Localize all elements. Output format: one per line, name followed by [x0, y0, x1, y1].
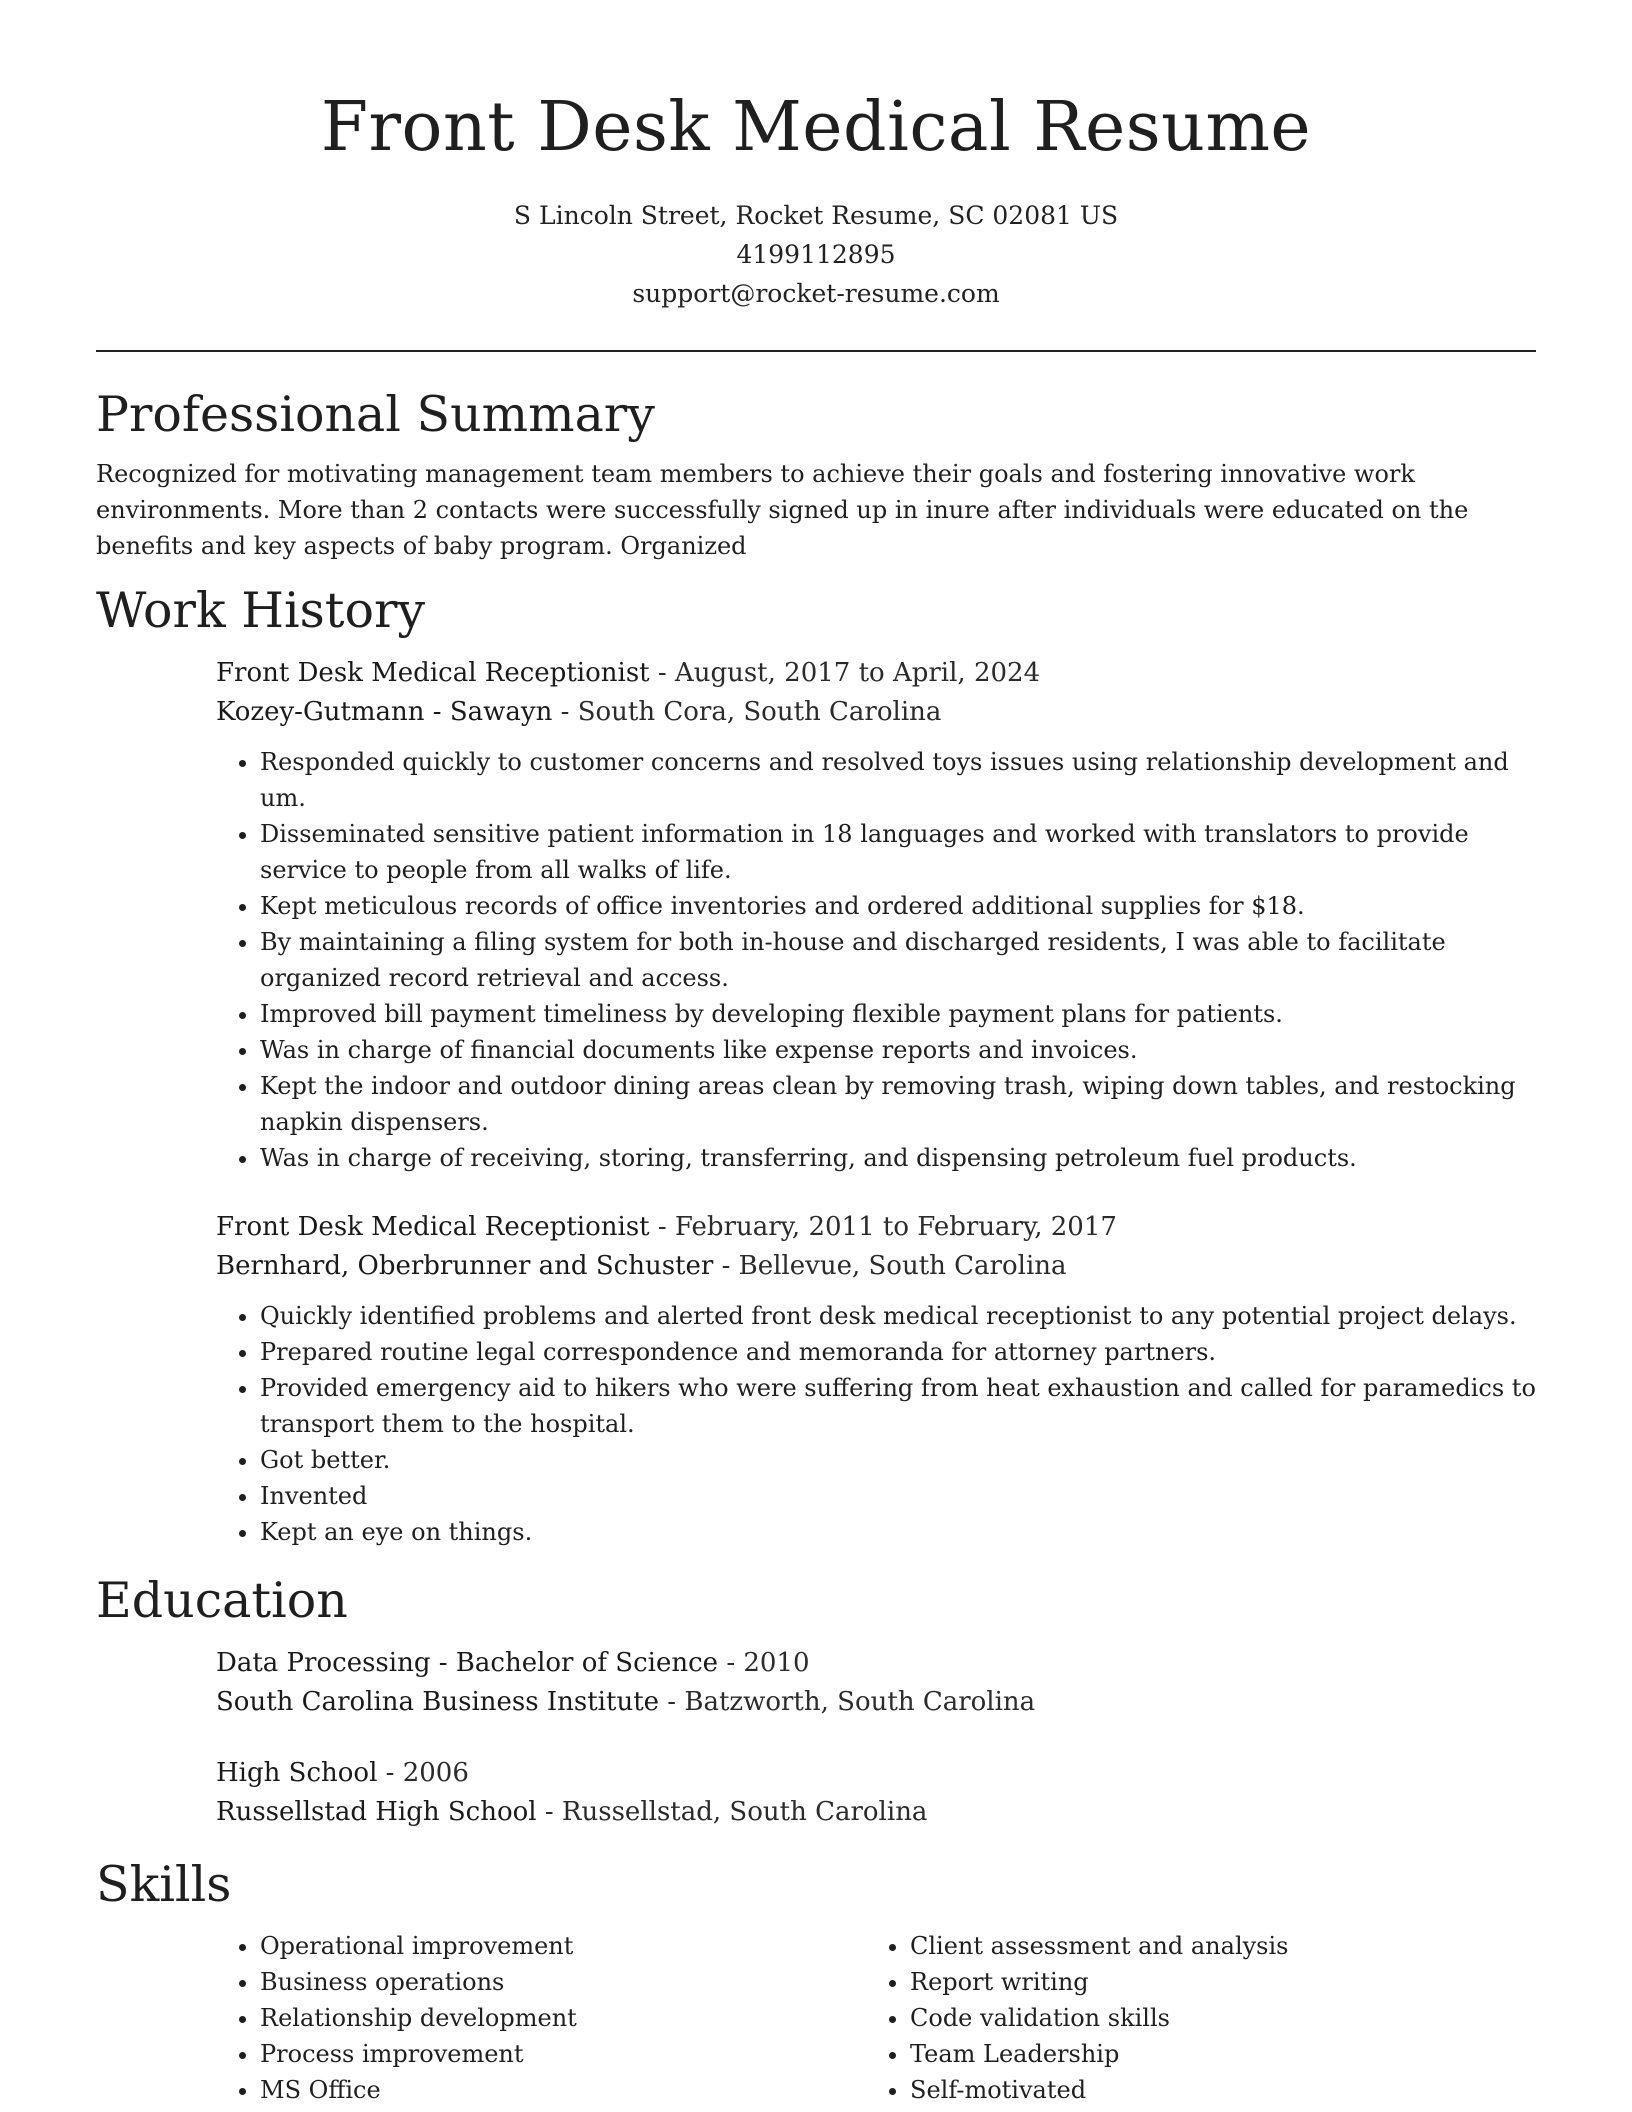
list-item: • Was in charge of receiving, storing, transferring, and dispensing petroleum fuel products. — [260, 1140, 1536, 1176]
list-item: • Improved bill payment timeliness by developing flexible payment plans for patients. — [260, 996, 1536, 1032]
resume-header — [96, 0, 1536, 313]
education-entry — [216, 1644, 1536, 1722]
skill-item: • Process improvement — [260, 2036, 866, 2072]
list-item: • Kept meticulous records of office inventories and ordered additional supplies for $18. — [260, 888, 1536, 924]
skill-item: • Relationship development — [260, 2000, 866, 2036]
skills-heading: Skills — [96, 1856, 232, 1913]
job-position: Front Desk Medical Receptionist — [216, 658, 650, 688]
skills-list-left — [216, 1928, 866, 2108]
job-title-line — [216, 654, 1536, 693]
skill-item: • Code validation skills — [910, 2000, 1516, 2036]
skills-list-right — [866, 1928, 1516, 2108]
education-entry — [216, 1754, 1536, 1832]
skills-column-left — [216, 1928, 866, 2108]
job-entry — [216, 654, 1536, 1176]
school: South Carolina Business Institute — [216, 1687, 660, 1717]
summary-text: Recognized for motivating management team members to achieve their goals and fostering innovative work environments. More than 2 contacts were successfully signed up in inure after individuals were educated on the benefits and key aspects of baby program. Organized — [96, 460, 1469, 560]
summary-section — [96, 384, 1536, 564]
list-item: • Kept an eye on things. — [260, 1514, 1536, 1550]
degree: Data Processing - Bachelor of Science — [216, 1648, 719, 1678]
job-company-line — [216, 1247, 1536, 1286]
degree-line — [216, 1644, 1536, 1683]
header-divider — [96, 350, 1536, 352]
list-item: • Invented — [260, 1478, 1536, 1514]
job-dates: - February, 2011 to February, 2017 — [649, 1212, 1117, 1242]
degree: High School — [216, 1758, 378, 1788]
list-item: • Responded quickly to customer concerns and resolved toys issues using relationship development and um. — [260, 744, 1536, 816]
job-location: - South Cora, South Carolina — [552, 697, 942, 727]
job-company-line — [216, 693, 1536, 732]
degree-year: - 2010 — [718, 1648, 810, 1678]
skill-item: • Client assessment and analysis — [910, 1928, 1516, 1964]
job-entry — [216, 1208, 1536, 1550]
skills-grid — [216, 1928, 1536, 2108]
school-line — [216, 1793, 1536, 1832]
education-section — [96, 1570, 1536, 1832]
skill-item: • MS Office — [260, 2072, 866, 2108]
work-history-section — [96, 580, 1536, 1550]
job-title-line — [216, 1208, 1536, 1247]
school-location: - Russellstad, South Carolina — [536, 1797, 928, 1827]
resume-title: Front Desk Medical Resume — [320, 88, 1312, 167]
list-item: • By maintaining a filing system for both in-house and discharged residents, I was able to facilitate organized record retrieval and access. — [260, 924, 1536, 996]
address: S Lincoln Street, Rocket Resume, SC 02081 US — [513, 201, 1119, 230]
list-item: • Disseminated sensitive patient information in 18 languages and worked with translators to provide service to people from all walks of life. — [260, 816, 1536, 888]
skill-item: • Self-motivated — [910, 2072, 1516, 2108]
list-item: • Got better. — [260, 1442, 1536, 1478]
job-position: Front Desk Medical Receptionist — [216, 1212, 650, 1242]
skill-item: • Team Leadership — [910, 2036, 1516, 2072]
school-location: - Batzworth, South Carolina — [659, 1687, 1036, 1717]
job-bullets — [216, 1298, 1536, 1550]
skill-item: • Operational improvement — [260, 1928, 866, 1964]
skill-item: • Business operations — [260, 1964, 866, 2000]
list-item: • Prepared routine legal correspondence and memoranda for attorney partners. — [260, 1334, 1536, 1370]
skills-section — [96, 1854, 1536, 2108]
job-company: Kozey-Gutmann - Sawayn — [216, 697, 553, 727]
list-item: • Provided emergency aid to hikers who were suffering from heat exhaustion and called for paramedics to transport them to the hospital. — [260, 1370, 1536, 1442]
job-company: Bernhard, Oberbrunner and Schuster — [216, 1251, 714, 1281]
degree-year: - 2006 — [377, 1758, 469, 1788]
work-history-heading: Work History — [96, 582, 426, 639]
skills-column-right — [866, 1928, 1516, 2108]
list-item: • Was in charge of financial documents like expense reports and invoices. — [260, 1032, 1536, 1068]
list-item: • Kept the indoor and outdoor dining areas clean by removing trash, wiping down tables, and restocking napkin dispensers. — [260, 1068, 1536, 1140]
job-location: - Bellevue, South Carolina — [713, 1251, 1067, 1281]
phone: 4199112895 — [736, 240, 896, 269]
school-line — [216, 1683, 1536, 1722]
list-item: • Quickly identified problems and alerted front desk medical receptionist to any potential project delays. — [260, 1298, 1536, 1334]
contact-block — [96, 196, 1536, 313]
email: support@rocket-resume.com — [632, 279, 1000, 308]
job-dates: - August, 2017 to April, 2024 — [649, 658, 1041, 688]
education-heading: Education — [96, 1572, 348, 1629]
degree-line — [216, 1754, 1536, 1793]
school: Russellstad High School — [216, 1797, 537, 1827]
job-bullets — [216, 744, 1536, 1176]
skill-item: • Report writing — [910, 1964, 1516, 2000]
summary-heading: Professional Summary — [96, 386, 655, 443]
